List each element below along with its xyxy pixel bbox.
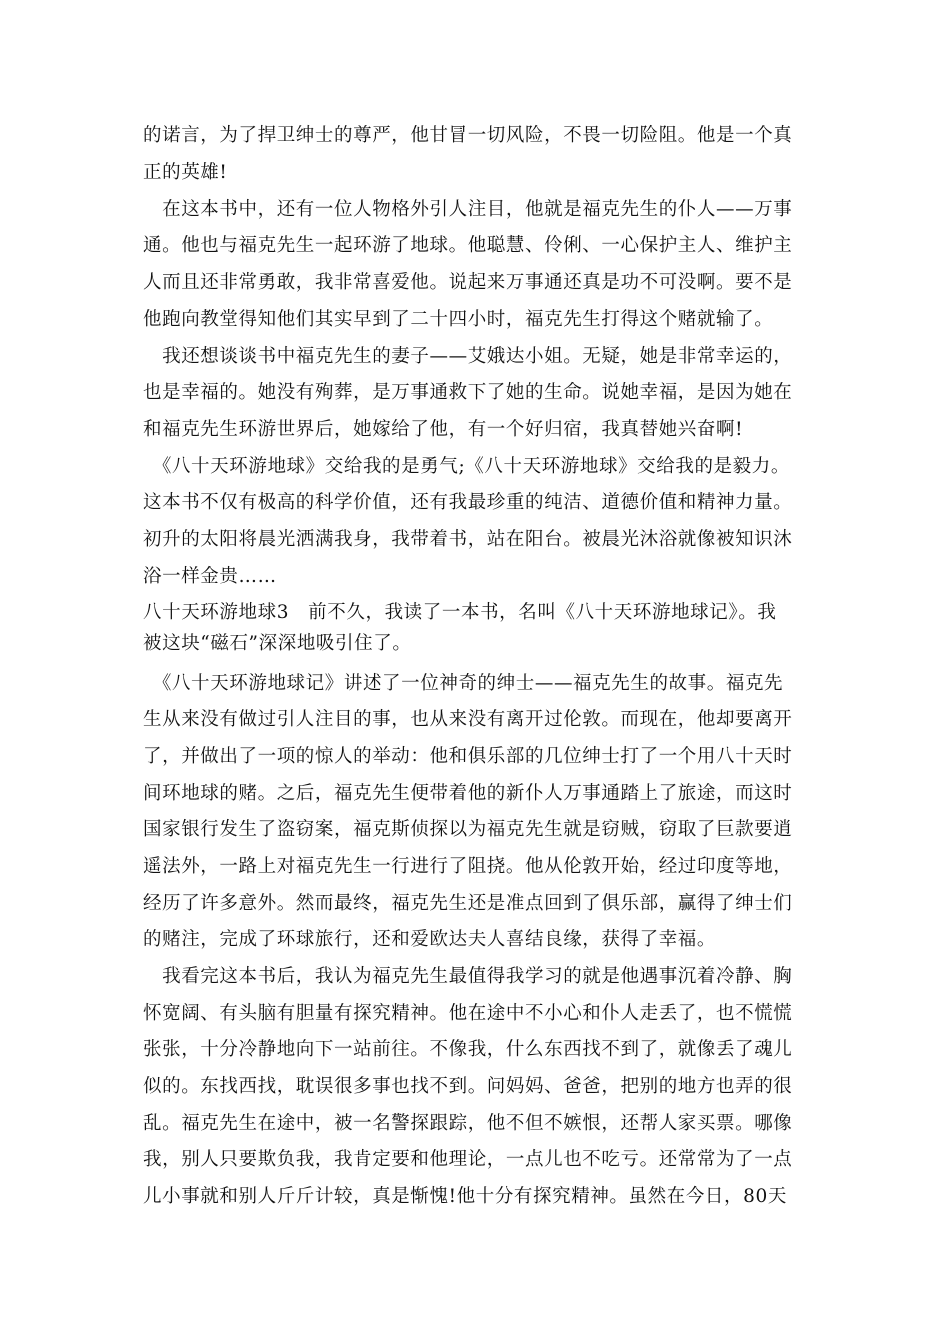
text-line: 和福克先生环游世界后，她嫁给了他，有一个好归宿，我真替她兴奋啊! (143, 419, 744, 440)
text-line: 我看完这本书后，我认为福克先生最值得我学习的就是他遇事沉着冷静、胸 (143, 966, 793, 987)
text-line: 《八十天环游地球记》讲述了一位神奇的绅士——福克先生的故事。福克先 (143, 673, 784, 694)
text-line: 浴一样金贵…… (143, 566, 277, 587)
text-line: 了，并做出了一项的惊人的举动：他和俱乐部的几位绅士打了一个用八十天时 (143, 746, 793, 767)
text-line: 《八十天环游地球》交给我的是勇气;《八十天环游地球》交给我的是毅力。 (143, 456, 790, 477)
text-line: 生从来没有做过引人注目的事，也从来没有离开过伦敦。而现在，他却要离开 (143, 709, 793, 730)
text-line: 也是幸福的。她没有殉葬，是万事通救下了她的生命。说她幸福，是因为她在 (143, 382, 793, 403)
text-line: 的赌注，完成了环球旅行，还和爱欧达夫人喜结良缘，获得了幸福。 (143, 929, 717, 950)
text-line: 这本书不仅有极高的科学价值，还有我最珍重的纯洁、道德价值和精神力量。 (143, 492, 793, 513)
text-line: 八十天环游地球3 前不久，我读了一本书，名叫《八十天环游地球记》。我 (143, 602, 777, 623)
text-line: 的诺言，为了捍卫绅士的尊严，他甘冒一切风险，不畏一切险阻。他是一个真 (143, 125, 793, 146)
text-line: 乱。福克先生在途中，被一名警探跟踪，他不但不嫉恨，还帮人家买票。哪像 (143, 1113, 793, 1134)
text-line: 正的英雄! (143, 162, 228, 183)
text-line: 国家银行发生了盗窃案，福克斯侦探以为福克先生就是窃贼，窃取了巨款要逍 (143, 819, 793, 840)
text-line: 怀宽阔、有头脑有胆量有探究精神。他在途中不小心和仆人走丢了，也不慌慌 (143, 1003, 793, 1024)
text-line: 通。他也与福克先生一起环游了地球。他聪慧、伶俐、一心保护主人、维护主 (143, 235, 793, 256)
text-line: 被这块“磁石”深深地吸引住了。 (143, 633, 412, 654)
text-line: 在这本书中，还有一位人物格外引人注目，他就是福克先生的仆人——万事 (143, 199, 793, 220)
text-line: 儿小事就和别人斤斤计较，真是惭愧!他十分有探究精神。虽然在今日，80天 (143, 1186, 787, 1207)
text-line: 他跑向教堂得知他们其实早到了二十四小时，福克先生打得这个赌就输了。 (143, 309, 774, 330)
text-line: 我，别人只要欺负我，我肯定要和他理论，一点儿也不吃亏。还常常为了一点 (143, 1149, 793, 1170)
text-line: 似的。东找西找，耽误很多事也找不到。问妈妈、爸爸，把别的地方也弄的很 (143, 1076, 793, 1097)
text-line: 间环地球的赌。之后，福克先生便带着他的新仆人万事通踏上了旅途，而这时 (143, 783, 793, 804)
text-line: 我还想谈谈书中福克先生的妻子——艾娥达小姐。无疑，她是非常幸运的， (143, 346, 793, 367)
text-line: 张张，十分冷静地向下一站前往。不像我，什么东西找不到了，就像丢了魂儿 (143, 1039, 793, 1060)
text-line: 遥法外，一路上对福克先生一行进行了阻挠。他从伦敦开始，经过印度等地， (143, 856, 793, 877)
text-line: 经历了许多意外。然而最终，福克先生还是准点回到了俱乐部，赢得了绅士们 (143, 893, 793, 914)
text-line: 初升的太阳将晨光洒满我身，我带着书，站在阳台。被晨光沐浴就像被知识沐 (143, 529, 793, 550)
text-line: 人而且还非常勇敢，我非常喜爱他。说起来万事通还真是功不可没啊。要不是 (143, 272, 793, 293)
